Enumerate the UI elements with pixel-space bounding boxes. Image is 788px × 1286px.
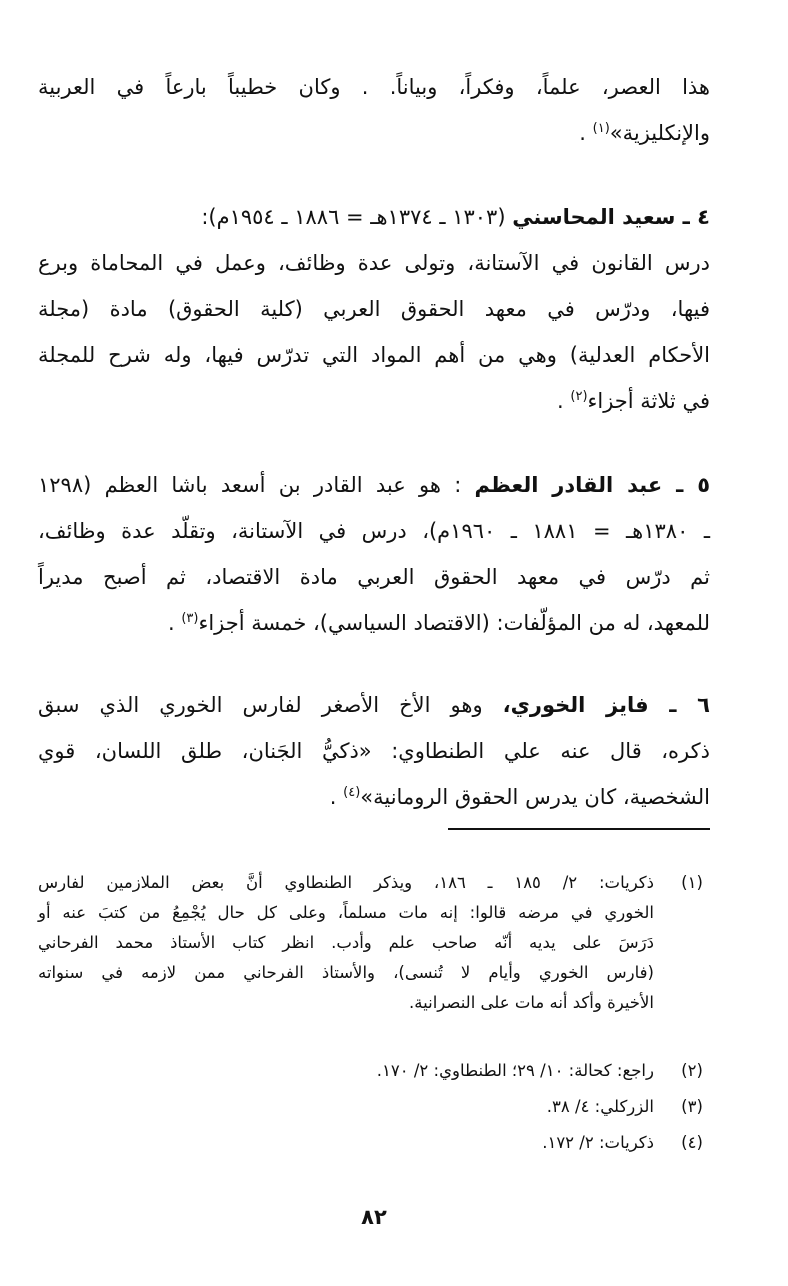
footnote-ref: (٣) [181, 611, 199, 626]
text-span: للمعهد، له من المؤلّفات: (الاقتصاد السياسي)، خمسة أجزاء [198, 611, 710, 635]
footnote-line: راجع: كحالة: ١٠/ ٢٩؛ الطنطاوي: ٢/ ١٧٠. [376, 1061, 654, 1080]
footnote-line: الزركلي: ٤/ ٣٨. [546, 1097, 654, 1116]
footnote-2 [38, 1056, 710, 1086]
punctuation: . [557, 389, 571, 413]
entry-saeed-al-mahasini [38, 194, 710, 424]
entry-heading-line [38, 194, 710, 240]
footnote-line: الخوري في مرضه قالوا: إنه مات مسلماً، وعلى كل حال يُجْمِعُ من كتبَ عنه أو [38, 903, 654, 922]
footnote-body [38, 1092, 654, 1122]
text-line [38, 600, 710, 646]
footnote-line: دَرَسَ على يديه أنّه صاحب علم وأدب. انظر كتاب الأستاذ محمد الفرحاني [38, 933, 654, 952]
entry-heading-line [38, 682, 710, 728]
footnote-ref: (١) [592, 121, 610, 136]
text-line: ـ ١٣٨٠هـ = ١٨٨١ ـ ١٩٦٠م)، درس في الآستانة، وتقلّد عدة وظائف، [38, 519, 710, 543]
footnote-4 [38, 1128, 710, 1158]
text-line: فيها، ودرّس في معهد الحقوق العربي (كلية الحقوق) مادة (مجلة [38, 297, 710, 321]
text-line [38, 378, 710, 424]
page-number: ٨٢ [361, 1205, 387, 1229]
text-line [38, 774, 710, 820]
footnote-number: (٣) [681, 1097, 703, 1116]
text-line: هذا العصر، علماً، وفكراً، وبياناً. . وكان خطيباً بارعاً في العربية [38, 75, 710, 99]
footnote-line: (فارس الخوري وأيام لا تُنسى)، والأستاذ الفرحاني ممن لازمه في سنواته [38, 963, 654, 982]
entry-fayez-al-khoury [38, 682, 710, 820]
footnote-body [38, 868, 654, 1018]
intro-paragraph [38, 64, 710, 156]
text-span: : هو عبد القادر بن أسعد باشا العظم (١٢٩٨ [38, 473, 475, 497]
entry-abdulqader-al-azm [38, 462, 710, 646]
footnote-ref: (٤) [343, 785, 361, 800]
text-span: في ثلاثة أجزاء [587, 389, 710, 413]
footnote-3 [38, 1092, 710, 1122]
punctuation: . [329, 785, 344, 809]
text-line [38, 110, 710, 156]
entry-name: ٥ ـ عبد القادر العظم [474, 473, 711, 497]
footnote-body [38, 1128, 654, 1158]
punctuation: . [579, 121, 593, 145]
text-span: والإنكليزية» [609, 121, 710, 145]
footnote-number: (٤) [681, 1133, 703, 1152]
text-span: وهو الأخ الأصغر لفارس الخوري الذي سبق [38, 693, 503, 717]
punctuation: . [167, 611, 182, 635]
footnote-number: (٢) [681, 1061, 703, 1080]
entry-name: ٦ ـ فايز الخوري، [502, 693, 710, 717]
text-line: الأحكام العدلية) وهي من أهم المواد التي تدرّس فيها، وله شرح للمجلة [38, 343, 710, 367]
footnote-ref: (٢) [570, 389, 588, 404]
entry-name: ٤ ـ سعيد المحاسني [512, 205, 710, 229]
footnote-body [38, 1056, 654, 1086]
footnote-number: (١) [681, 873, 703, 892]
entry-heading-line [38, 462, 710, 508]
text-line: ذكره، قال عنه علي الطنطاوي: «ذكيُّ الجَنان، طلق اللسان، قوي [38, 739, 710, 763]
text-span: الشخصية، كان يدرس الحقوق الرومانية» [360, 785, 710, 809]
book-page [38, 0, 710, 1286]
footnote-line: الأخيرة وأكد أنه مات على النصرانية. [409, 993, 654, 1012]
footnote-1 [38, 868, 710, 1018]
footnote-line: ذكريات: ٢/ ١٧٢. [542, 1133, 654, 1152]
footnote-separator [448, 828, 710, 830]
entry-dates: (١٣٠٣ ـ ١٣٧٤هـ = ١٨٨٦ ـ ١٩٥٤م): [201, 205, 513, 229]
footnote-line: ذكريات: ٢/ ١٨٥ ـ ١٨٦، ويذكر الطنطاوي أنَّ بعض الملازمين لفارس [38, 873, 655, 892]
text-line: درس القانون في الآستانة، وتولى عدة وظائف، وعمل في المحاماة وبرع [38, 251, 710, 275]
text-line: ثم درّس في معهد الحقوق العربي مادة الاقتصاد، ثم أصبح مديراً [38, 565, 710, 589]
